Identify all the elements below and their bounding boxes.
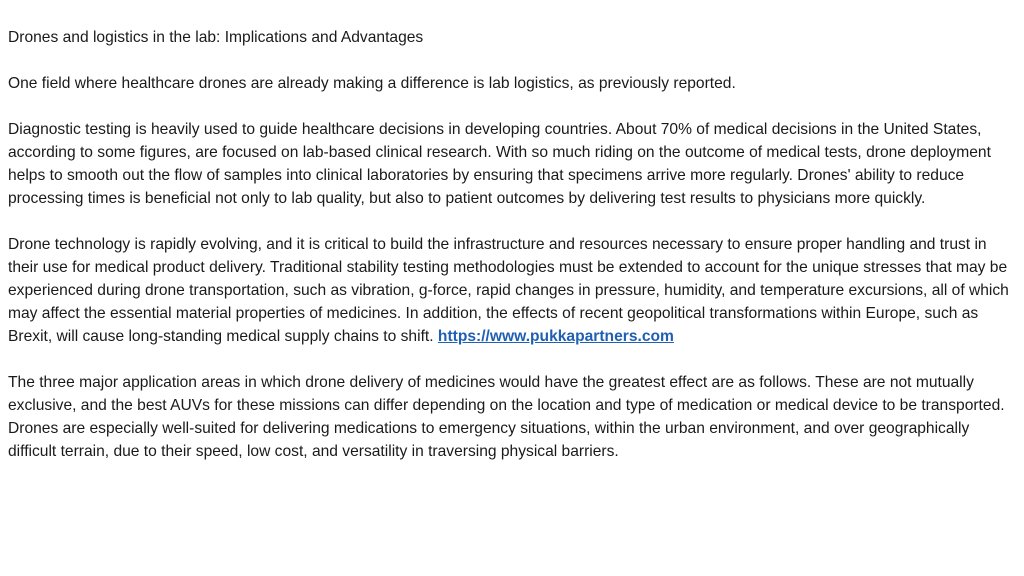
application-areas-paragraph: The three major application areas in which drone delivery of medicines would have the greatest effect are as follows. These are not mutually exclusive, and the best AUVs for these missions can differ depending on the location and type of medication or medical device to be transported. Drones are especially well-suited for delivering medications to emergency situations, within the urban environment, and over geographically difficult terrain, due to their speed, low cost, and versatility in traversing physical barriers. xyxy=(8,374,1005,460)
document-title: Drones and logistics in the lab: Implications and Advantages xyxy=(8,29,424,46)
diagnostic-testing-paragraph: Diagnostic testing is heavily used to guide healthcare decisions in developing countries. About 70% of medical decisions in the United States, according to some figures, are focused on lab-based clinical research. With so much riding on the outcome of medical tests, drone deployment helps to smooth out the flow of samples into clinical laboratories by ensuring that specimens arrive more regularly. Drones' ability to reduce processing times is beneficial not only to lab quality, but also to patient outcomes by delivering test results to physicians more quickly. xyxy=(8,121,991,207)
intro-paragraph: One field where healthcare drones are already making a difference is lab logistics, as previously reported. xyxy=(8,75,736,92)
drone-technology-paragraph xyxy=(8,233,1016,348)
pukkapartners-link[interactable]: https://www.pukkapartners.com xyxy=(437,328,674,345)
drone-technology-text: Drone technology is rapidly evolving, and it is critical to build the infrastructure and resources necessary to ensure proper handling and trust in their use for medical product delivery. Traditional stability testing methodologies must be extended to account for the unique stresses that may be experienced during drone transportation, such as vibration, g-force, rapid changes in pressure, humidity, and temperature excursions, all of which may affect the essential material properties of medicines. In addition, the effects of recent geopolitical transformations within Europe, such as Brexit, will cause long-standing medical supply chains to shift. xyxy=(8,236,1009,345)
